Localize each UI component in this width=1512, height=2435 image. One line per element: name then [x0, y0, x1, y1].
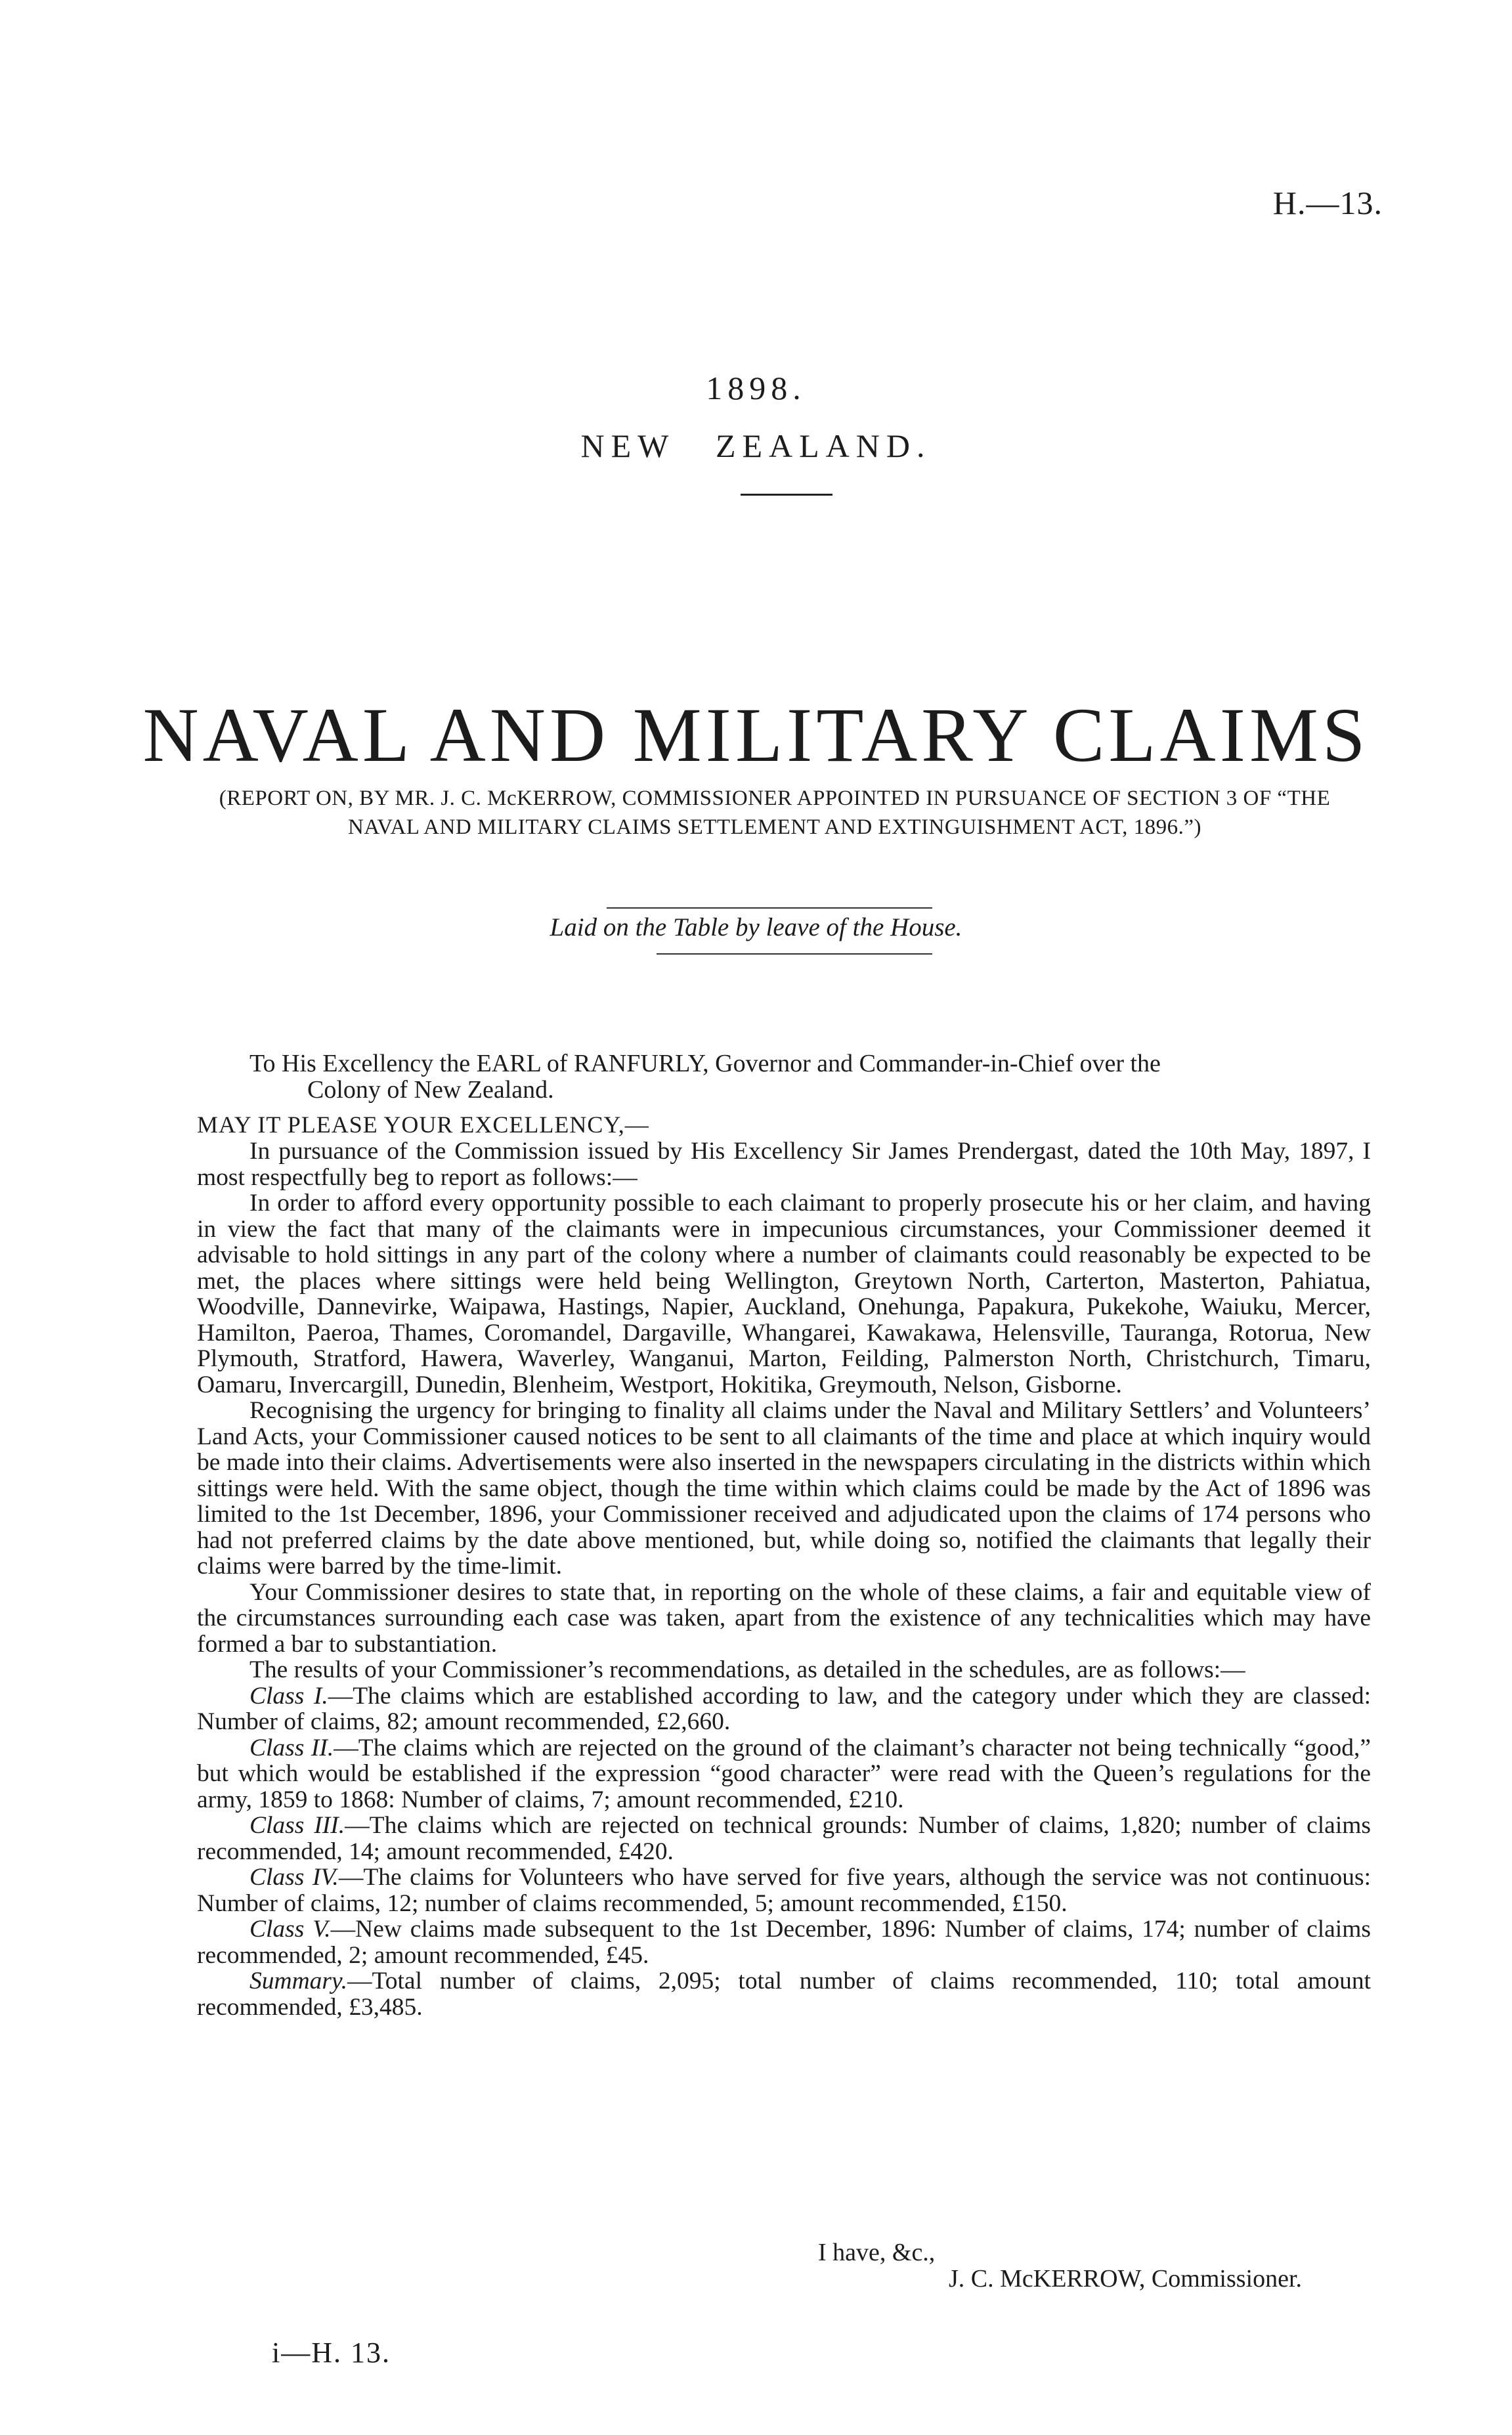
paragraph: The results of your Commissioner’s recommendations, as detailed in the schedules, are as follows:— — [249, 1656, 1245, 1683]
class-paragraph — [197, 1864, 1371, 1916]
address-block — [249, 1050, 1371, 1103]
divider — [741, 494, 832, 496]
salutation: MAY IT PLEASE YOUR EXCELLENCY,— — [197, 1111, 649, 1138]
paragraph: In pursuance of the Commission issued by His Excellency Sir James Prendergast, dated the 10th May, 1897, I most respectfully beg to report as follows:— — [197, 1138, 1371, 1191]
document-subtitle: (REPORT ON, BY MR. J. C. McKERROW, COMMISSIONER APPOINTED IN PURSUANCE OF SECTION 3 OF “THE NAVAL AND MILITARY CLAIMS SETTLEMENT AND EXTINGUISHMENT ACT, 1896.”) — [219, 787, 1331, 839]
class-text: —The claims which are rejected on technical grounds: Number of claims, 1,820; number of claims recommended, 14; amount recommended, £420. — [197, 1812, 1371, 1865]
laid-notice: Laid on the Table by leave of the House. — [550, 913, 962, 941]
paragraph: In order to afford every opportunity possible to each claimant to properly prosecute his or her claim, and having in view the fact that many of the claimants were in impecunious circumstances, your Commissioner deemed it advisable to hold sittings in any part of the colony where a number of claimants could reasonably be expected to be met, the places where sittings were held being Wellington, Greytown North, Carterton, Masterton, Pahiatua, Woodville, Dannevirke, Waipawa, Hastings, Napier, Auckland, Onehunga, Papakura, Pukekohe, Waiuku, Mercer, Hamilton, Paeroa, Thames, Coromandel, Dargaville, Whangarei, Kawakawa, Helensville, Tauranga, Rotorua, New Plymouth, Stratford, Hawera, Waverley, Wanganui, Marton, Feilding, Palmerston North, Christchurch, Timaru, Oamaru, Invercargill, Dunedin, Blenheim, Westport, Hokitika, Greymouth, Nelson, Gisborne. — [197, 1190, 1371, 1398]
address-line: Colony of New Zealand. — [307, 1076, 554, 1104]
document-reference: H.—13. — [1272, 184, 1383, 221]
class-text: —The claims which are established according to law, and the category under which they are classed: Number of claims, 82; amount recommended, £2,660. — [197, 1682, 1372, 1735]
document-country: NEW ZEALAND. — [580, 427, 932, 464]
class-text: —New claims made subsequent to the 1st December, 1896: Number of claims, 174; number of claims recommended, 2; amount recommended, £45. — [197, 1916, 1371, 1969]
class-paragraph — [197, 1735, 1371, 1813]
document-year: 1898. — [706, 370, 806, 406]
summary-paragraph — [197, 1968, 1371, 2020]
class-label: Class V. — [249, 1916, 331, 1943]
class-paragraph — [197, 1683, 1371, 1735]
report-body — [197, 1138, 1371, 2020]
class-label: Class II. — [249, 1734, 334, 1761]
summary-text: —Total number of claims, 2,095; total number of claims recommended, 110; total amount recommended, £3,485. — [197, 1968, 1371, 2021]
class-label: Class IV. — [249, 1864, 339, 1891]
divider — [607, 907, 932, 909]
signature: J. C. McKERROW, Commissioner. — [948, 2265, 1302, 2293]
address-line: To His Excellency the EARL of RANFURLY, Governor and Commander-in-Chief over the — [249, 1050, 1161, 1077]
class-text: —The claims which are rejected on the ground of the claimant’s character not being technically “good,” but which would be established if the expression “good character” were read with the Queen’s regulations for the army, 1859 to 1868: Number of claims, 7; amount recommended, £210. — [197, 1734, 1372, 1813]
class-text: —The claims for Volunteers who have served for five years, although the service was not continuous: Number of claims, 12; number of claims recommended, 5; amount recommended, £150. — [197, 1864, 1371, 1917]
class-paragraph — [197, 1813, 1371, 1864]
paragraph: Your Commissioner desires to state that, in reporting on the whole of these claims, a fair and equitable view of the circumstances surrounding each case was taken, apart from the existence of any technicalities which may have formed a bar to substantiation. — [197, 1578, 1371, 1658]
page-footer: i—H. 13. — [272, 2337, 391, 2369]
class-label: Class III. — [249, 1812, 345, 1839]
class-label: Class I. — [249, 1682, 328, 1710]
summary-label: Summary. — [249, 1968, 347, 1994]
document-title: NAVAL AND MILITARY CLAIMS — [142, 692, 1370, 778]
class-paragraph — [197, 1916, 1371, 1968]
closing-phrase: I have, &c., — [818, 2239, 936, 2266]
paragraph: Recognising the urgency for bringing to finality all claims under the Naval and Military Settlers’ and Volunteers’ Land Acts, your Commissioner caused notices to be sent to all claimants of the time and place at which inquiry would be made into their claims. Advertisements were also inserted in the newspapers circulating in the districts within which sittings were held. With the same object, though the time within which claims could be made by the Act of 1896 was limited to the 1st December, 1896, your Commissioner received and adjudicated upon the claims of 174 persons who had not preferred claims by the date above mentioned, but, while doing so, notified the claimants that legally their claims were barred by the time-limit. — [197, 1397, 1371, 1580]
divider — [657, 953, 932, 955]
